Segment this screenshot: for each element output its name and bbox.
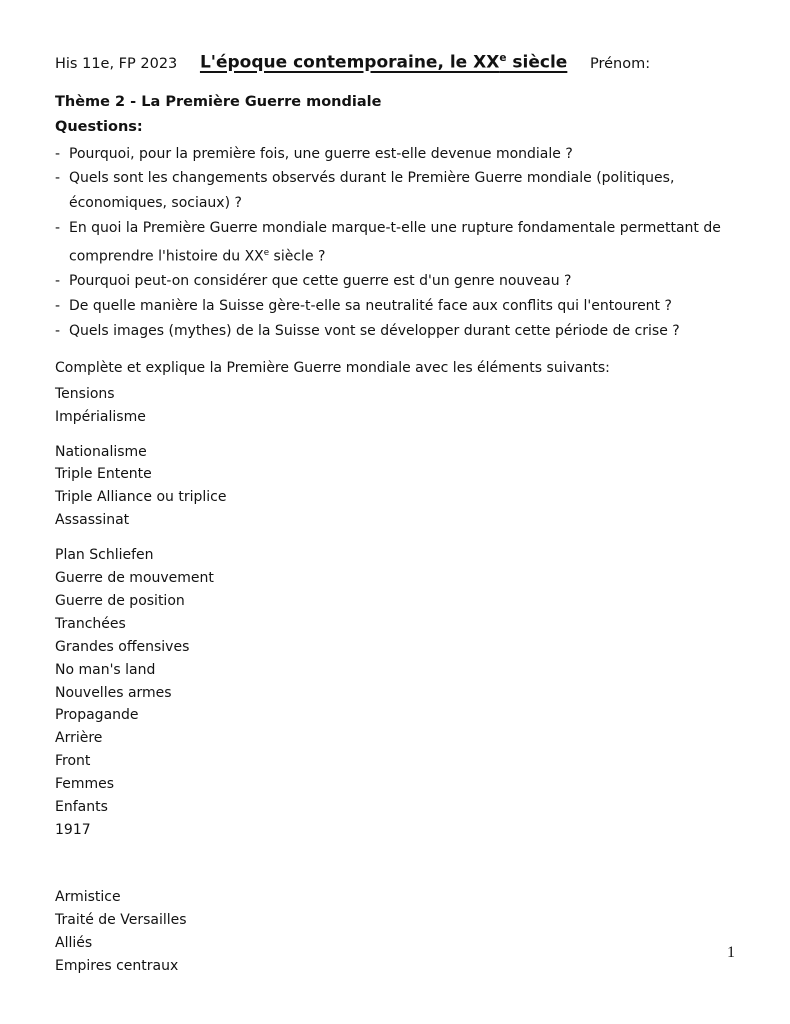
document-title xyxy=(200,46,567,75)
term-item: Triple Entente xyxy=(55,466,152,483)
page-number: 1 xyxy=(727,944,735,961)
term-item: Alliés xyxy=(55,934,93,951)
term-item: Femmes xyxy=(55,776,115,793)
term-item: Nouvelles armes xyxy=(55,684,172,701)
term-group xyxy=(55,886,735,978)
title-superscript: e xyxy=(499,52,507,64)
question-dash: - xyxy=(55,273,61,290)
term-item: Tranchées xyxy=(55,615,126,632)
question-text: Pourquoi peut-on considérer que cette guerre est d'un genre nouveau ? xyxy=(69,273,572,290)
term-item: Tensions xyxy=(55,385,115,402)
question-dash: - xyxy=(55,322,61,339)
term-item: No man's land xyxy=(55,661,156,678)
term-item: Plan Schliefen xyxy=(55,547,154,564)
question-item xyxy=(55,142,735,167)
question-item xyxy=(55,166,735,216)
question-dash: - xyxy=(55,220,61,237)
term-item: Triple Alliance ou triplice xyxy=(55,489,227,506)
term-item: Guerre de position xyxy=(55,592,185,609)
term-item: Impérialisme xyxy=(55,408,146,425)
term-item: 1917 xyxy=(55,822,91,838)
question-text: De quelle manière la Suisse gère-t-elle sa neutralité face aux conflits qui l'entourent ? xyxy=(69,298,672,315)
question-item xyxy=(55,319,735,344)
question-item xyxy=(55,294,735,319)
question-text-part: siècle ? xyxy=(269,248,326,265)
question-text: Quels images (mythes) de la Suisse vont se développer durant cette période de crise ? xyxy=(69,322,680,339)
term-item: Nationalisme xyxy=(55,443,147,460)
question-text xyxy=(69,216,735,269)
term-group xyxy=(55,383,735,429)
term-item: Grandes offensives xyxy=(55,638,190,655)
question-text: Quels sont les changements observés durant le Première Guerre mondiale (politiques, économiques, sociaux) ? xyxy=(69,170,675,212)
name-label: Prénom: xyxy=(589,55,651,72)
term-item: Guerre de mouvement xyxy=(55,570,214,587)
question-dash: - xyxy=(55,145,61,162)
term-item: Arrière xyxy=(55,730,103,747)
question-text: Pourquoi, pour la première fois, une guerre est-elle devenue mondiale ? xyxy=(69,145,573,162)
question-item xyxy=(55,216,735,269)
exercise-intro: Complète et explique la Première Guerre mondiale avec les éléments suivants: xyxy=(55,359,610,376)
term-item: Empires centraux xyxy=(55,957,179,974)
term-group xyxy=(55,441,735,533)
term-item: Assassinat xyxy=(55,512,130,529)
document-title-text: L'époque contemporaine, le XX xyxy=(199,52,500,73)
term-item: Enfants xyxy=(55,799,108,816)
questions-list xyxy=(55,142,735,344)
question-dash: - xyxy=(55,298,61,315)
document-header xyxy=(55,46,735,76)
term-item: Traité de Versailles xyxy=(55,911,187,928)
course-code: His 11e, FP 2023 xyxy=(55,55,178,72)
question-text-part: En quoi la Première Guerre mondiale marque-t-elle une rupture fondamentale permettant de comprendre l'histoire du XX xyxy=(69,220,721,265)
questions-heading: Questions: xyxy=(55,118,143,135)
term-item: Propagande xyxy=(55,707,139,724)
term-item: Front xyxy=(55,753,91,770)
theme-heading: Thème 2 - La Première Guerre mondiale xyxy=(55,93,382,110)
term-group xyxy=(55,544,735,842)
document-title-suffix: siècle xyxy=(506,52,568,73)
question-item xyxy=(55,269,735,294)
question-superscript: e xyxy=(263,247,270,258)
question-dash: - xyxy=(55,170,61,187)
term-item: Armistice xyxy=(55,888,121,905)
